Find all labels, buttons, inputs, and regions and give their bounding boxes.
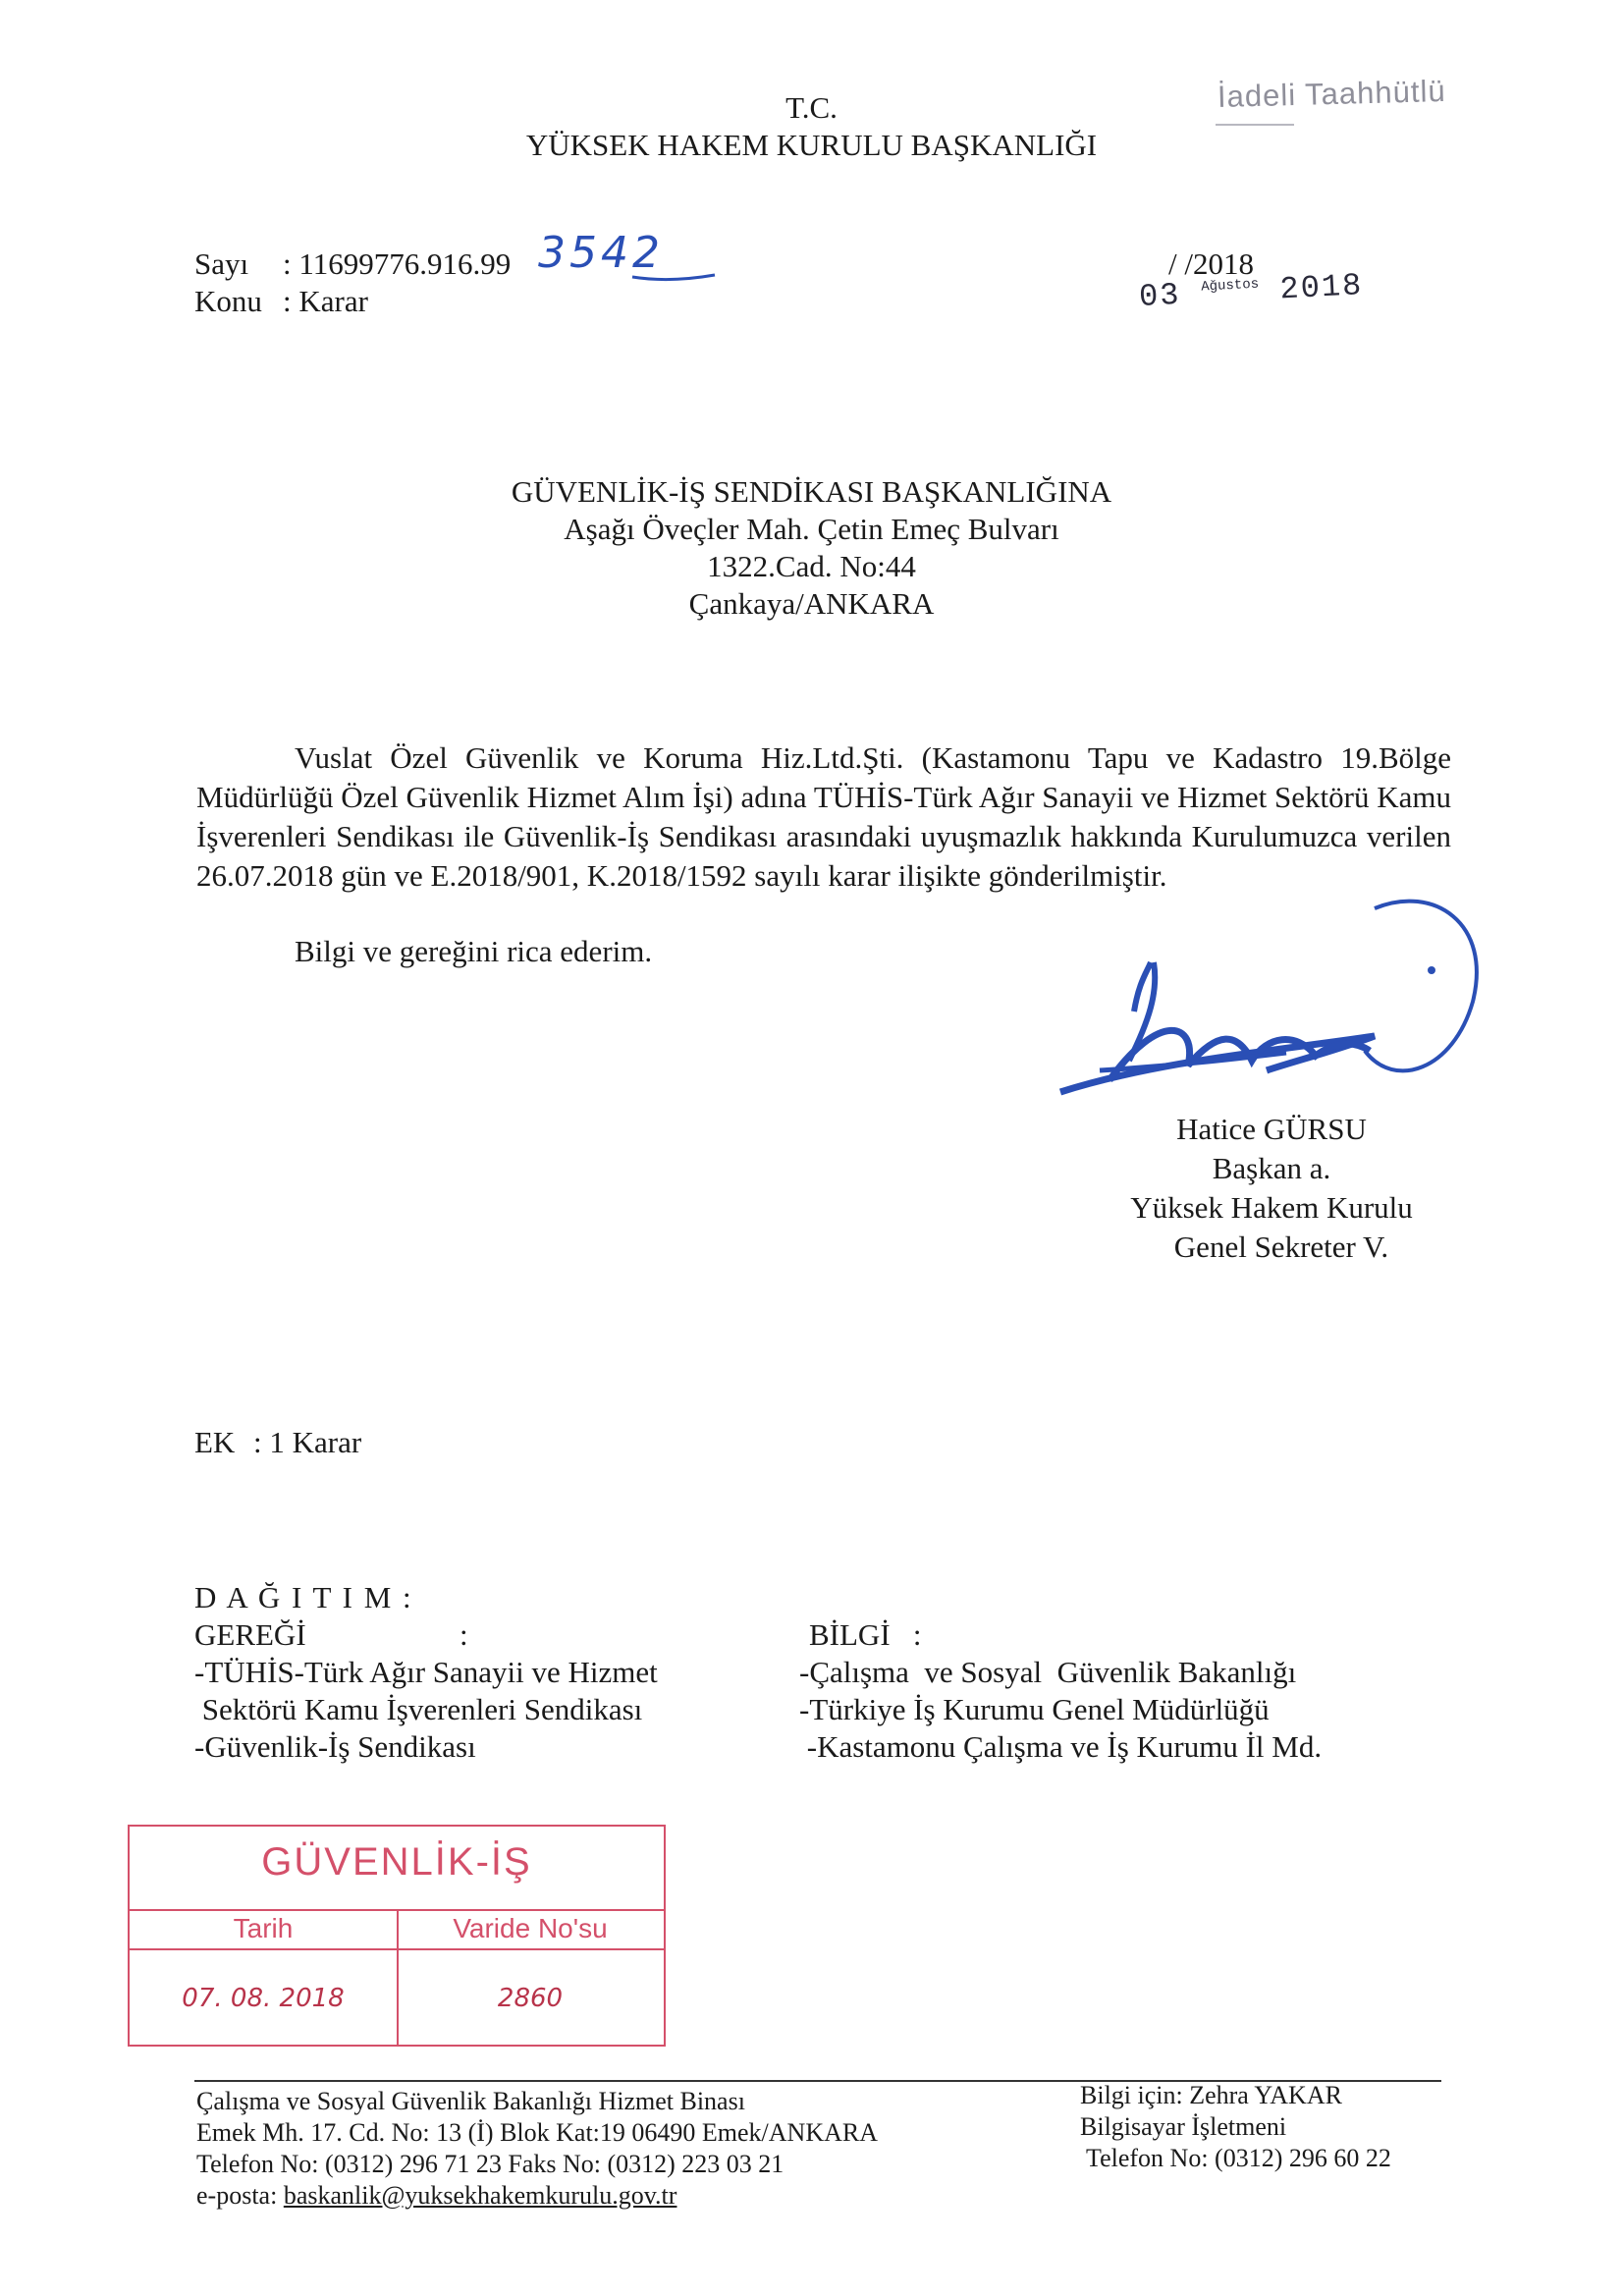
signature-icon — [1041, 864, 1492, 1110]
received-stamp-date-label: Tarih — [233, 1913, 294, 1943]
received-stamp — [128, 1825, 666, 2047]
signatory-title-3: Genel Sekreter V. — [1173, 1230, 1389, 1264]
attachment-label: EK — [194, 1425, 236, 1459]
footer-address-2: Emek Mh. 17. Cd. No: 13 (İ) Blok Kat:19 06490 Emek/ANKARA — [196, 2118, 879, 2147]
stamp-underline — [1216, 124, 1294, 126]
date-stamp-month: Ağustos — [1200, 276, 1260, 296]
signatory-title-2: Yüksek Hakem Kurulu — [1130, 1190, 1413, 1225]
signatory-title-1: Başkan a. — [1212, 1151, 1331, 1185]
header-institution: YÜKSEK HAKEM KURULU BAŞKANLIĞI — [525, 128, 1098, 162]
date-printed: / /2018 — [1168, 246, 1254, 281]
date-stamp-year: 2018 — [1278, 267, 1365, 308]
konu-label: Konu — [194, 284, 262, 318]
attachment-value: : 1 Karar — [253, 1425, 362, 1459]
footer-contact-phone: Telefon No: (0312) 296 60 22 — [1080, 2144, 1391, 2172]
received-stamp-date-value: 07. 08. 2018 — [182, 1984, 345, 2013]
signatory-name: Hatice GÜRSU — [1176, 1112, 1367, 1146]
footer-phone: Telefon No: (0312) 296 71 23 Faks No: (0312) 223 03 21 — [196, 2150, 784, 2178]
distribution-gerec-label: GEREĞİ — [194, 1617, 306, 1652]
signature-block — [1109, 1110, 1434, 1267]
distribution-gerec-item-2: Sektörü Kamu İşverenleri Sendikası — [194, 1692, 643, 1726]
received-stamp-title: GÜVENLİK-İŞ — [261, 1840, 532, 1884]
received-stamp-number-value: 2860 — [497, 1984, 564, 2013]
distribution-title: D A Ğ I T I M : — [194, 1580, 413, 1614]
sayi-handwritten-number: 3542 — [538, 228, 664, 278]
body-paragraph: Vuslat Özel Güvenlik ve Koruma Hiz.Ltd.Şti. (Kastamonu Tapu ve Kadastro 19.Bölge Müdürlüğü Özel Güvenlik Hizmet Alım İşi) adına TÜHİS-Türk Ağır Sanayii ve Hizmet Sektörü Kamu İşverenleri Sendikası ile Güvenlik-İş Sendikası arasındaki uyuşmazlık hakkında Kurulumuzca verilen 26.07.2018 gün ve E.2018/901, K.2018/1592 sayılı karar ilişikte gönderilmiştir. — [196, 740, 1451, 893]
distribution-bilgi-label: BİLGİ : — [809, 1617, 922, 1652]
distribution-bilgi-item-1: -Çalışma ve Sosyal Güvenlik Bakanlığı — [799, 1655, 1297, 1689]
body-closing: Bilgi ve gereğini rica ederim. — [295, 934, 653, 968]
handwritten-underline — [630, 265, 719, 285]
konu-value: : Karar — [283, 284, 368, 318]
recipient-address-1: Aşağı Öveçler Mah. Çetin Emeç Bulvarı — [564, 512, 1059, 546]
footer-email-label: e-posta: — [196, 2181, 278, 2210]
distribution-gerec-item-3: -Güvenlik-İş Sendikası — [194, 1729, 476, 1764]
recipient-city: Çankaya/ANKARA — [688, 586, 935, 621]
footer-contact-name: Bilgi için: Zehra YAKAR — [1080, 2081, 1342, 2109]
registered-mail-stamp: İadeli Taahhütlü — [1217, 73, 1447, 115]
footer-email-row — [196, 2180, 676, 2212]
distribution-gerec-colon: : — [460, 1617, 468, 1652]
sayi-value: : 11699776.916.99 — [283, 246, 512, 281]
footer-email-link[interactable]: baskanlik@yuksekhakemkurulu.gov.tr — [283, 2181, 677, 2210]
header-country: T.C. — [785, 90, 838, 125]
distribution-gerec-item-1: -TÜHİS-Türk Ağır Sanayii ve Hizmet — [194, 1655, 658, 1689]
recipient-name: GÜVENLİK-İŞ SENDİKASI BAŞKANLIĞINA — [511, 474, 1112, 509]
date-stamp-day: 03 — [1138, 276, 1182, 315]
received-stamp-number-label: Varide No'su — [453, 1913, 608, 1943]
footer-address-1: Çalışma ve Sosyal Güvenlik Bakanlığı Hizmet Binası — [196, 2087, 745, 2115]
recipient-address-2: 1322.Cad. No:44 — [707, 549, 916, 583]
sayi-label: Sayı — [194, 246, 249, 281]
distribution-bilgi-item-3: -Kastamonu Çalışma ve İş Kurumu İl Md. — [799, 1729, 1323, 1764]
footer-contact-title: Bilgisayar İşletmeni — [1080, 2112, 1287, 2141]
distribution-bilgi-item-2: -Türkiye İş Kurumu Genel Müdürlüğü — [799, 1692, 1270, 1726]
